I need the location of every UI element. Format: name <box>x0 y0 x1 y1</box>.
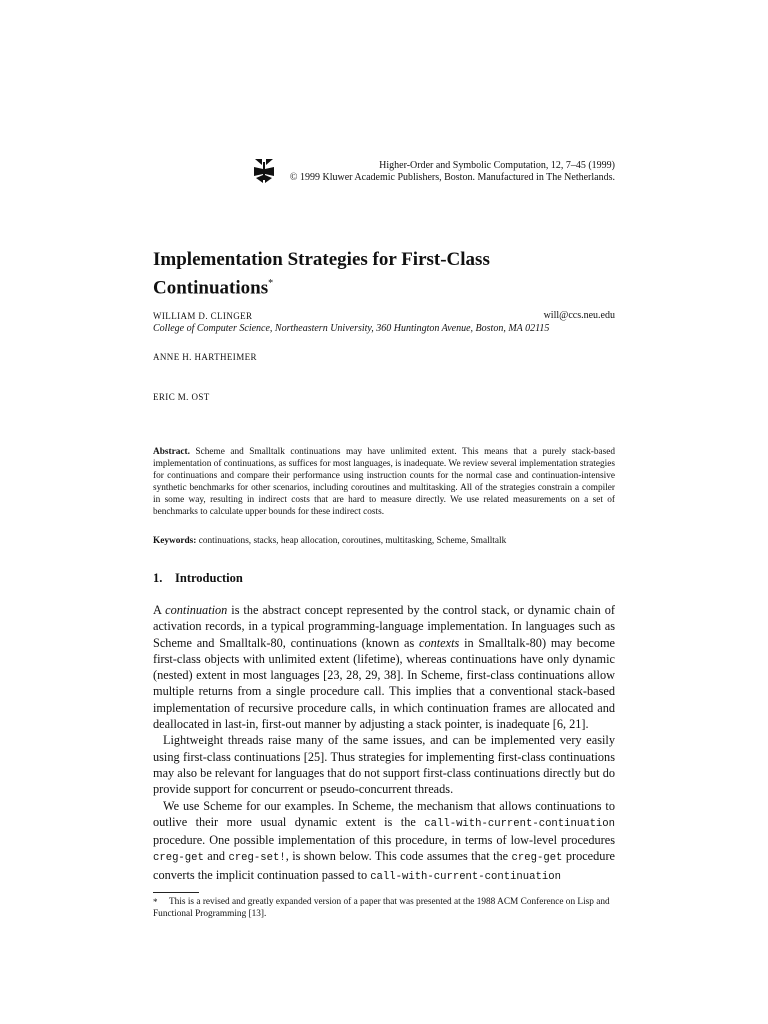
abstract-label: Abstract. <box>153 447 190 457</box>
code-snippet: creg-set! <box>228 852 286 865</box>
paragraph-3 <box>153 798 615 885</box>
paragraph-2: Lightweight threads raise many of the same issues, and can be implemented very easily using first-class continuations [25]. Thus strategies for implementing first-class continuations may also be relevant for languages that do not support first-class continuations directly but do provide support for concurrent or pseudo-concurrent threads. <box>153 733 615 797</box>
text-run: in Smalltalk-80) may become first-class objects with unlimited extent (lifetime), whereas continuations have only dynamic (nested) extent in most languages [23, 28, 29, 38]. In Scheme, first-class continuations allow multiple returns from a single procedure call. This implies that a conventional stack-based implementation of recursive procedure calls, in which continuation frames are allocated and deallocated in last-in, first-out manner by adjusting a stack pointer, is inadequate [6, 21]. <box>153 635 616 732</box>
abstract <box>153 446 615 518</box>
journal-header <box>235 160 615 184</box>
section-title: Introduction <box>175 571 243 585</box>
author-1 <box>153 310 615 322</box>
title-line-2: Continuations <box>153 277 269 299</box>
code-snippet: creg-get <box>153 852 204 865</box>
author-affiliation: College of Computer Science, Northeastern University, 360 Huntington Avenue, Boston, MA 02115 <box>153 323 550 334</box>
keywords-label: Keywords: <box>153 536 197 546</box>
copyright-notice: © 1999 Kluwer Academic Publishers, Boston. Manufactured in The Netherlands. <box>289 172 615 183</box>
text-run: procedure. One possible implementation of this procedure, in terms of low-level procedures <box>153 833 615 848</box>
footnote-mark: * <box>153 897 158 907</box>
section-heading <box>153 571 243 586</box>
author-name: WILLIAM D. CLINGER <box>153 311 253 321</box>
title-line-1: Implementation Strategies for First-Class <box>153 249 490 270</box>
body-text <box>153 602 615 885</box>
code-snippet: call-with-current-continuation <box>424 817 615 830</box>
code-snippet: creg-get <box>511 852 563 865</box>
author-2 <box>153 351 615 363</box>
section-number: 1. <box>153 571 163 585</box>
text-run: and <box>203 849 229 864</box>
footnote-rule <box>153 892 199 893</box>
emphasis: continuation <box>165 603 228 617</box>
code-snippet: call-with-current-continuation <box>370 870 561 883</box>
journal-citation: Higher-Order and Symbolic Computation, 12, 7–45 (1999) <box>379 160 615 171</box>
keywords <box>153 535 615 547</box>
abstract-text: Scheme and Smalltalk continuations may have unlimited extent. This means that a purely stack-based implementation of continuations, as suffices for most languages, is inadequate. We review several implementation strategies for continuations and compare their performance using instruction counts for the normal case and continuation-intensive synthetic benchmarks for other scenarios, including coroutines and multitasking. All of the strategies constrain a compiler in some way, resulting in indirect costs that are hard to measure directly. We use related measurements on a set of benchmarks to calculate upper bounds for these indirect costs. <box>153 447 615 517</box>
text-run: is the abstract concept represented by the control stack, or dynamic chain of activation records, in a typical programming-language implementation. In languages such as Scheme and Smalltalk-80, continuations (known as <box>153 603 615 650</box>
author-email[interactable]: will@ccs.neu.edu <box>543 310 615 321</box>
author-name: ERIC M. OST <box>153 392 210 402</box>
footnote-text: This is a revised and greatly expanded version of a paper that was presented at the 1988 ACM Conference on Lisp and Functional Programming [13]. <box>153 897 610 919</box>
author-3 <box>153 391 615 403</box>
text-run: , is shown below. This code assumes that the <box>285 849 512 864</box>
paper-title <box>153 248 615 300</box>
text-run: We use Scheme for our examples. In Scheme, the mechanism that allows continuations to outlive their more usual dynamic extent is the <box>153 798 615 829</box>
title-footnote-mark: * <box>268 278 274 289</box>
paragraph-1 <box>153 602 615 732</box>
emphasis: contexts <box>419 635 460 650</box>
footnote <box>153 896 615 920</box>
text-run: procedure converts the implicit continuation passed to <box>153 849 615 882</box>
author-name: ANNE H. HARTHEIMER <box>153 352 257 362</box>
text-run: A <box>153 603 166 617</box>
keywords-text: continuations, stacks, heap allocation, coroutines, multitasking, Scheme, Smalltalk <box>198 536 507 546</box>
